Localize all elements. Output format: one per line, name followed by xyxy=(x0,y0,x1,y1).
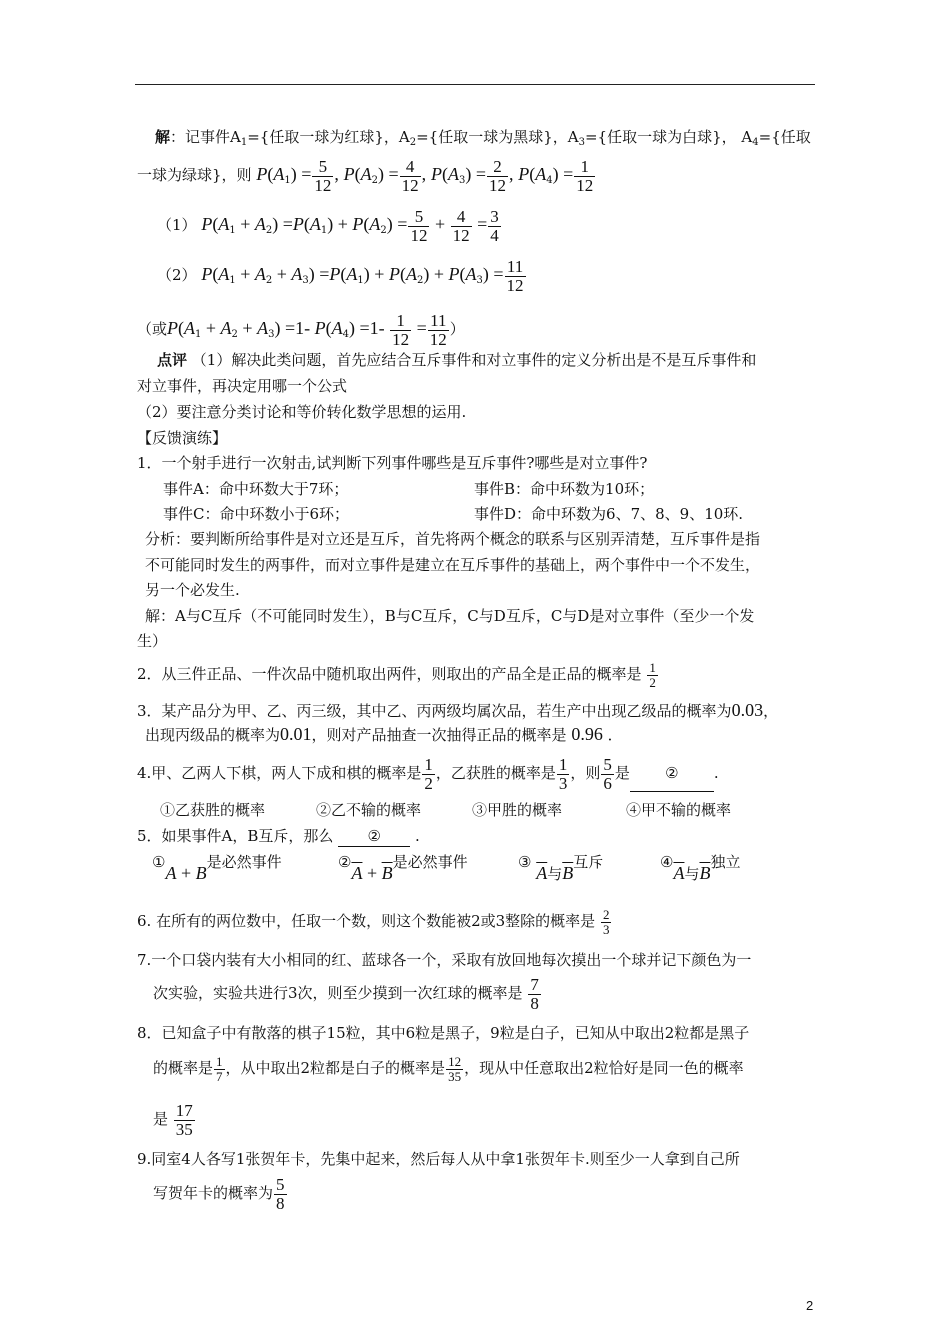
q3-answer: 0.96 xyxy=(571,724,603,744)
q4-option-2: ②乙不输的概率 xyxy=(316,801,422,819)
q1-solution-1: 解：A与C互斥（不可能同时发生），B与C互斥，C与D互斥，C与D是对立事件（至少一个发 xyxy=(145,607,755,625)
q6-line: 6. 在所有的两位数中，任取一个数，则这个数能被2或3整除的概率是 $\frac{2}{3}$ xyxy=(137,906,610,937)
feedback-heading: 【反馈演练】 xyxy=(137,429,228,447)
comment-line3: （2）要注意分类讨论和等价转化数学思想的运用. xyxy=(137,403,467,421)
header-rule xyxy=(135,84,815,85)
q7-line2: 次实验，实验共进行3次，则至少摸到一次红球的概率是 $\frac{7}{8}$ xyxy=(153,974,539,1013)
q8-line2: 的概率是 $\frac{1}{7}$ ，从中取出2粒都是白子的概率是 $\frac{12}{35}$ ，现从中任意取出2粒恰好是同一色的概率 xyxy=(153,1053,744,1084)
solution-part1: （1） $P(A_1 + A_2) =P(A_1) + P(A_2)$ = $\frac{5}{12}$ + $\frac{4}{12}$ = $\frac{3}{4}$ xyxy=(157,206,499,245)
q7-line1: 7.一个口袋内装有大小相同的红、蓝球各一个，采取有放回地每次摸出一个球并记下颜色为一 xyxy=(137,951,752,969)
q1-analysis-3: 另一个必发生. xyxy=(145,581,240,599)
q9-line2: 写贺年卡的概率为 $\frac{5}{8}$ xyxy=(153,1174,285,1213)
q4-option-1: ①乙获胜的概率 xyxy=(160,801,266,819)
q4-answer-blank: ② xyxy=(630,755,714,792)
comment-line1: 点评 （1）解决此类问题，首先应结合互斥事件和对立事件的定义分析出是不是互斥事件和 xyxy=(157,351,757,369)
solution-label: 解 xyxy=(155,128,171,146)
q2-line: 2．从三件正品、一件次品中随机取出两件，则取出的产品全是正品的概率是 $\frac{1}{2}$ xyxy=(137,659,656,690)
q7-answer: $\frac{7}{8}$ xyxy=(530,974,539,1013)
q5-option-3: ③ $\overline{A}$与$\overline{B}$互斥 xyxy=(518,853,604,883)
q5-option-2: $②\overline{A} + \overline{B}$是必然事件 xyxy=(338,853,468,883)
q1-stem: 1．一个射手进行一次射击,试判断下列事件哪些是互斥事件?哪些是对立事件? xyxy=(137,454,648,472)
q1-analysis-1: 分析：要判断所给事件是对立还是互斥，首先将两个概念的联系与区别弄清楚，互斥事件是指 xyxy=(145,530,761,548)
q2-answer: $\frac{1}{2}$ xyxy=(649,659,656,690)
q9-line1: 9.同室4人各写1张贺年卡，先集中起来，然后每人从中拿1张贺年卡.则至少一人拿到自己所 xyxy=(137,1150,740,1168)
q1-analysis-2: 不可能同时发生的两事件，而对立事件是建立在互斥事件的基础上，两个事件中一个不发生， xyxy=(145,556,761,574)
q8-line1: 8．已知盒子中有散落的棋子15粒，其中6粒是黑子，9粒是白子，已知从中取出2粒都是黑子 xyxy=(137,1024,750,1042)
solution-alternative: （或$P(A_1 + A_2 + A_3) =1-$ $P(A_4) =1-$ $\frac{1}{12}$ = $\frac{11}{12}$ ） xyxy=(137,310,465,349)
q5-option-4: $④\overline{A}$与$\overline{B}$独立 xyxy=(660,853,741,883)
comment-line2: 对立事件，再决定用哪一个公式 xyxy=(137,377,348,395)
q1-event-d: 事件D：命中环数为6、7、8、9、10环. xyxy=(474,505,744,523)
q4-option-3: ③甲胜的概率 xyxy=(472,801,563,819)
q9-answer: $\frac{5}{8}$ xyxy=(276,1174,285,1213)
q8-line3: 是 $\frac{17}{35}$ xyxy=(153,1100,193,1139)
q6-answer: $\frac{2}{3}$ xyxy=(602,906,610,937)
q1-event-a: 事件A：命中环数大于7环； xyxy=(163,480,349,498)
q1-solution-2: 生） xyxy=(137,632,168,650)
q3-line2: 出现丙级品的概率为0.01，则对产品抽查一次抽得正品的概率是 0.96 ． xyxy=(145,724,623,744)
q1-event-c: 事件C：命中环数小于6环； xyxy=(163,505,350,523)
q4-option-4: ④甲不输的概率 xyxy=(626,801,732,819)
q5-option-1: ①A + B是必然事件 xyxy=(152,853,282,883)
q4-stem: 4.甲、乙两人下棋，两人下成和棋的概率是 $\frac{1}{2}$ ，乙获胜的概率是 $\frac{1}{3}$ ，则 $\frac{5}{6}$ 是 ② . xyxy=(137,754,719,793)
solution-probabilities: 一球为绿球}，则 $P(A_1)$ = $\frac{5}{12}$ , $P(A_2)$ = $\frac{4}{12}$ , $P(A_3)$ = $\frac{2}{12}$ , $P(A_4)$ = $\frac{1}{12}$ xyxy=(137,156,594,195)
q8-answer: $\frac{17}{35}$ xyxy=(175,1100,193,1139)
page-number: 2 xyxy=(806,1298,814,1313)
q1-event-b: 事件B：命中环数为10环； xyxy=(474,480,655,498)
q5-stem: 5．如果事件A，B互斥，那么 ② . xyxy=(137,827,420,845)
q5-answer-blank: ② xyxy=(338,826,410,847)
solution-intro: 解：记事件$A_1=${任取一球为红球}，$A_2=${任取一球为黑球}，$A_3=${任取一球为白球}， $A_4=${任取 xyxy=(155,128,811,148)
q3-line1: 3．某产品分为甲、乙、丙三级，其中乙、丙两级均属次品，若生产中出现乙级品的概率为0.03， xyxy=(137,700,779,720)
solution-part2: （2） $P(A_1 + A_2 + A_3) =P(A_1) + P(A_2) + P(A_3)$ = $\frac{11}{12}$ xyxy=(157,256,524,295)
